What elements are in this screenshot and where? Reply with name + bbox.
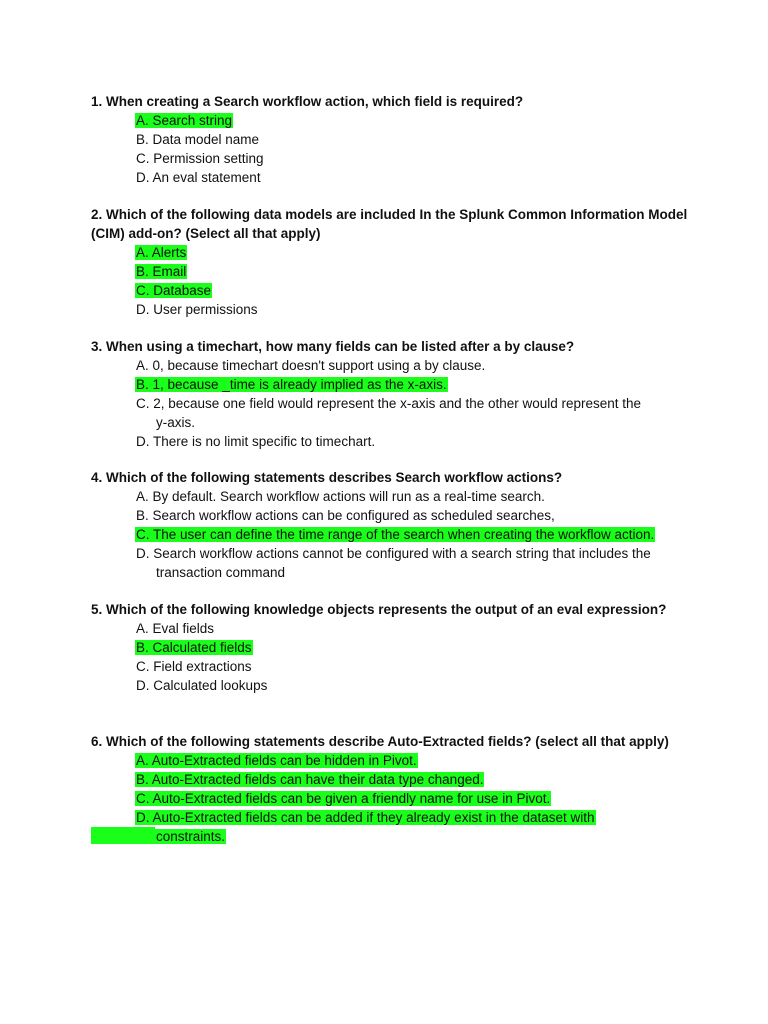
option-c: C. The user can define the time range of the search when creating the workflow action.	[136, 527, 655, 542]
option-c: C. Auto-Extracted fields can be given a friendly name for use in Pivot.	[136, 791, 551, 806]
option-b: B. Email	[136, 264, 187, 279]
option-d: D. Calculated lookups	[136, 678, 268, 693]
option-list	[91, 619, 691, 695]
option-continuation: transaction command	[156, 565, 286, 580]
option-continuation: y-axis.	[156, 415, 196, 430]
option-b: B. 1, because _time is already implied as the x-axis.	[136, 377, 447, 392]
option-c: C. Field extractions	[136, 659, 252, 674]
option-d: D. An eval statement	[136, 170, 261, 185]
option-a: A. By default. Search workflow actions will run as a real-time search.	[136, 489, 545, 504]
option-d: D. Auto-Extracted fields can be added if they already exist in the dataset with constraints.	[91, 808, 691, 846]
option-a: A. 0, because timechart doesn't support using a by clause.	[136, 358, 486, 373]
question-5	[91, 600, 691, 695]
option-list	[91, 243, 691, 319]
option-list	[91, 356, 691, 451]
question-stem: 5. Which of the following knowledge objects represents the output of an eval expression?	[91, 602, 667, 617]
highlight-bar	[91, 827, 155, 844]
question-stem: 2. Which of the following data models are included In the Splunk Common Information Model (CIM) add-on? (Select all that apply)	[91, 207, 688, 241]
option-list	[91, 111, 691, 187]
option-c: C. Permission setting	[136, 151, 264, 166]
question-4	[91, 468, 711, 582]
option-d: D. There is no limit specific to timechart.	[136, 434, 376, 449]
question-2	[91, 205, 691, 319]
question-stem: 6. Which of the following statements describe Auto-Extracted fields? (select all that apply)	[91, 734, 669, 749]
question-6	[91, 732, 691, 846]
option-list	[91, 751, 691, 846]
option-b: B. Data model name	[136, 132, 260, 147]
question-stem: 3. When using a timechart, how many fields can be listed after a by clause?	[91, 339, 575, 354]
question-stem: 1. When creating a Search workflow action, which field is required?	[91, 94, 524, 109]
question-3	[91, 337, 691, 451]
option-b: B. Search workflow actions can be configured as scheduled searches,	[136, 508, 555, 523]
option-a: A. Auto-Extracted fields can be hidden in Pivot.	[136, 753, 417, 768]
question-stem: 4. Which of the following statements describes Search workflow actions?	[91, 470, 563, 485]
option-c: C. Database	[136, 283, 212, 298]
option-b: B. Calculated fields	[136, 640, 252, 655]
option-c: C. 2, because one field would represent the x-axis and the other would represent the y-axis.	[136, 396, 642, 430]
option-list	[91, 487, 711, 582]
question-1	[91, 92, 691, 187]
option-b: B. Auto-Extracted fields can have their data type changed.	[136, 772, 484, 787]
option-a: A. Alerts	[136, 245, 187, 260]
option-d: D. Search workflow actions cannot be configured with a search string that includes the transaction command	[136, 546, 651, 580]
option-d: D. User permissions	[136, 302, 258, 317]
option-a: A. Eval fields	[136, 621, 215, 636]
option-a: A. Search string	[136, 113, 233, 128]
option-continuation: constraints.	[156, 829, 226, 844]
